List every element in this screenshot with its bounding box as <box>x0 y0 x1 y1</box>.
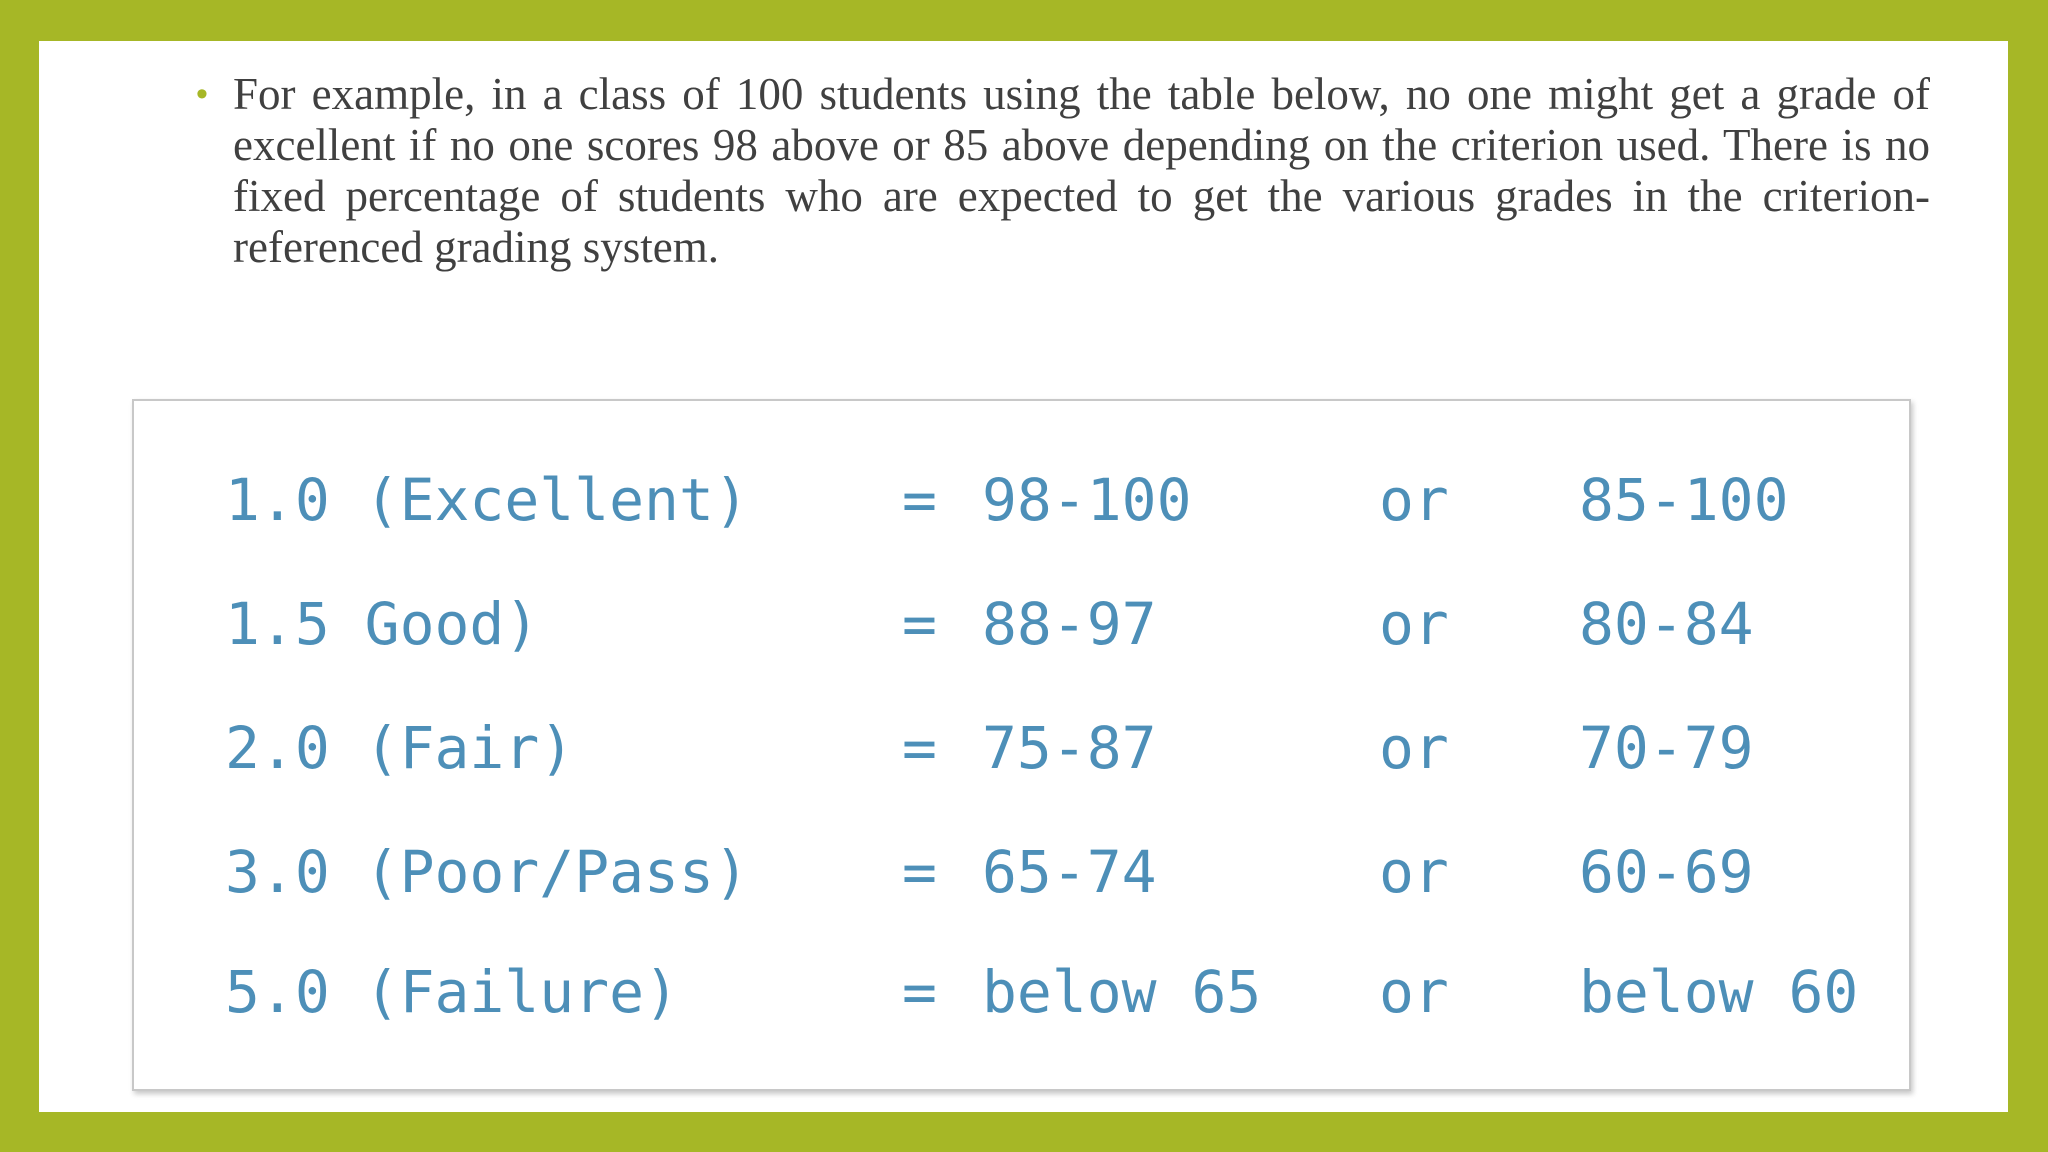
score-range-primary: below 65 <box>982 958 1262 1026</box>
bullet-text: For example, in a class of 100 students using the table below, no one might get a grade of excellent if no one scores 98 above or 85 above depending on the criterion used. There is no fixed percentage of students who are expected to get the various grades in the criterion-referenced grading system. <box>233 69 1930 272</box>
score-range-primary: 65-74 <box>982 838 1157 906</box>
grade-label: 2.0 (Fair) <box>225 714 575 782</box>
score-range-primary: 98-100 <box>982 466 1192 534</box>
grading-table-image <box>132 399 1911 1091</box>
grade-label: 1.0 (Excellent) <box>225 466 749 534</box>
grade-row <box>134 455 1909 545</box>
bullet-icon: • <box>196 75 208 113</box>
score-range-alternate: 60-69 <box>1579 838 1754 906</box>
or-connector: or <box>1379 466 1449 534</box>
score-range-alternate: 80-84 <box>1579 590 1754 658</box>
grade-label: 5.0 (Failure) <box>225 958 679 1026</box>
bullet-paragraph <box>196 69 1930 273</box>
slide-canvas <box>39 41 2008 1112</box>
grade-row <box>134 703 1909 793</box>
grade-row <box>134 947 1909 1037</box>
equals-sign: = <box>902 714 937 782</box>
equals-sign: = <box>902 958 937 1026</box>
score-range-primary: 88-97 <box>982 590 1157 658</box>
or-connector: or <box>1379 714 1449 782</box>
grade-row <box>134 579 1909 669</box>
equals-sign: = <box>902 466 937 534</box>
grade-label: 1.5 Good) <box>225 590 540 658</box>
equals-sign: = <box>902 590 937 658</box>
score-range-alternate: 70-79 <box>1579 714 1754 782</box>
or-connector: or <box>1379 958 1449 1026</box>
or-connector: or <box>1379 590 1449 658</box>
grade-row <box>134 827 1909 917</box>
or-connector: or <box>1379 838 1449 906</box>
equals-sign: = <box>902 838 937 906</box>
grade-label: 3.0 (Poor/Pass) <box>225 838 749 906</box>
score-range-alternate: below 60 <box>1579 958 1859 1026</box>
score-range-primary: 75-87 <box>982 714 1157 782</box>
score-range-alternate: 85-100 <box>1579 466 1789 534</box>
